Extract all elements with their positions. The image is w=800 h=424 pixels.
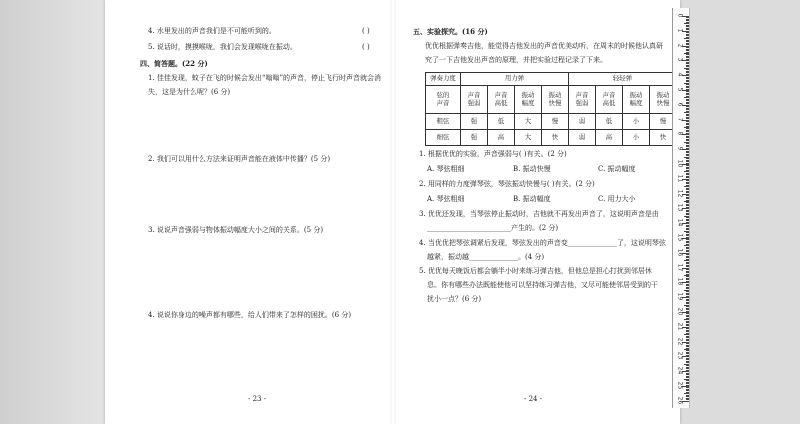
table-cell: 弱 — [569, 130, 596, 146]
ruler-number: 13 — [676, 204, 684, 212]
ruler-number: 25 — [676, 381, 684, 390]
ruler-number: 24 — [676, 366, 684, 375]
page-number-right: - 24 - — [524, 395, 543, 403]
table-subheader: 声音 强弱 — [461, 86, 488, 114]
table-row — [426, 114, 677, 130]
short-answer-3: 3. 说说声音强弱与物体振动幅度大小之间的关系。(5 分) — [148, 226, 324, 234]
table-header-strong: 用力弹 — [461, 73, 569, 86]
section-4-title: 四、简答题。(22 分) — [140, 59, 208, 68]
ruler-number: 16 — [676, 248, 684, 257]
ruler-number: 23 — [676, 352, 684, 360]
experiment-q3-line2: ________________________产生的。(2 分) — [427, 224, 559, 232]
answer-paren-4[interactable]: ( ) — [362, 27, 370, 35]
table-cell: 强 — [461, 130, 488, 146]
book-edge-shadow — [0, 0, 105, 424]
q2-option-b[interactable]: B. 振动幅度 — [513, 195, 551, 203]
ruler-number: 21 — [676, 322, 684, 331]
experiment-q4-line1: 4. 当优优把琴弦调紧后发现，琴弦发出的声音变______________了，这说明琴弦 — [419, 239, 666, 247]
answer-paren-5[interactable]: ( ) — [362, 43, 370, 51]
experiment-q5-line3: 扰小一点？(6 分) — [427, 295, 482, 303]
table-cell: 弱 — [569, 114, 596, 130]
table-cell: 高 — [596, 130, 623, 146]
ruler-number: 15 — [676, 233, 684, 242]
ruler-number: 7 — [676, 117, 684, 121]
book-fold — [390, 0, 396, 424]
table-header-string: 弦的 声音 — [426, 86, 461, 114]
table-header-row — [426, 73, 677, 86]
table-subheader: 声音 高低 — [596, 86, 623, 114]
row-label: 细弦 — [426, 130, 461, 146]
table-header-force: 弹奏力度 — [426, 73, 461, 86]
table-cell: 高 — [488, 130, 515, 146]
table-cell: 大 — [515, 130, 542, 146]
row-label: 粗弦 — [426, 114, 461, 130]
ruler-number: 17 — [676, 263, 684, 271]
experiment-q1: 1. 根据优优的实验，声音强弱与( )有关。(2 分) — [419, 150, 567, 158]
ruler-number: 11 — [676, 174, 684, 183]
q2-option-c[interactable]: C. 用力大小 — [598, 195, 636, 203]
ruler-number: 20 — [676, 307, 684, 316]
ruler-number: 19 — [676, 292, 684, 301]
experiment-q5-line1: 5. 优优每天晚饭后都会躺半小时来练习弹吉他，但他总是担心打扰到邻居休 — [419, 267, 652, 275]
table-cell: 大 — [515, 114, 542, 130]
q1-option-b[interactable]: B. 振动快慢 — [513, 165, 551, 173]
experiment-q5-line2: 息。你有哪些办法既能使他可以坚持练习弹吉他，又尽可能使邻居受到的干 — [427, 281, 658, 289]
short-answer-1-line1: 1. 佳佳发现，蚊子在飞的时候会发出“嗡嗡”的声音，停止飞行时声音就会消 — [148, 74, 382, 82]
table-cell: 小 — [623, 130, 650, 146]
page-number-left: - 23 - — [248, 395, 267, 403]
ruler-number: 14 — [676, 218, 684, 227]
table-subheader: 声音 高低 — [488, 86, 515, 114]
ruler-number: 5 — [676, 87, 684, 92]
table-cell: 强 — [461, 114, 488, 130]
table-cell: 低 — [596, 114, 623, 130]
table-cell: 快 — [650, 130, 677, 146]
table-row — [426, 130, 677, 146]
q1-option-c[interactable]: C. 振动幅度 — [598, 165, 636, 173]
experiment-q4-line2: 越紧，振动越______________。(4 分) — [427, 253, 545, 261]
q2-option-a[interactable]: A. 琴弦粗细 — [427, 195, 465, 203]
table-cell: 慢 — [650, 114, 677, 130]
ruler-number: 3 — [676, 57, 684, 62]
ruler-number: 9 — [676, 146, 684, 151]
ruler-number: 12 — [676, 189, 684, 197]
q1-option-a[interactable]: A. 琴弦粗细 — [427, 165, 465, 173]
experiment-intro-line1: 优优根据弹奏吉他，能觉得吉他发出的声音优美动听，在周末的时候他认真研 — [425, 42, 663, 50]
true-false-item-5: 5. 说话时，摸摸喉咙，我们会发现喉咙在振动。 — [148, 43, 297, 51]
table-subheader: 振动 幅度 — [623, 86, 650, 114]
section-5-title: 五、实验探究。(16 分) — [413, 27, 488, 36]
ruler-number: 10 — [676, 159, 684, 168]
ruler-number: 6 — [676, 102, 684, 107]
short-answer-2: 2. 我们可以用什么方法来证明声音能在液体中传播？(5 分) — [148, 155, 331, 163]
ruler-number: 26 — [676, 396, 684, 405]
ruler-number: 18 — [676, 278, 684, 286]
ruler-number: 22 — [676, 337, 684, 345]
short-answer-1-line2: 失，这是为什么呢？(6 分) — [148, 88, 231, 96]
ruler-number: 2 — [676, 43, 684, 47]
table-subheader: 振动 幅度 — [515, 86, 542, 114]
ruler-number: 4 — [676, 72, 684, 77]
ruler[interactable] — [672, 8, 690, 408]
table-cell: 快 — [542, 130, 569, 146]
ruler-number: 8 — [676, 131, 684, 136]
ruler-number: 1 — [676, 28, 684, 33]
experiment-table — [425, 72, 677, 146]
experiment-q3-line1: 3. 优优还发现，当琴弦停止振动时，吉他就不再发出声音了，这说明声音是由 — [419, 210, 659, 218]
table-cell: 小 — [623, 114, 650, 130]
table-header-light: 轻轻弹 — [569, 73, 677, 86]
experiment-intro-line2: 究了一下吉他发出声音的原理，并把实验过程记录了下来。 — [425, 56, 607, 64]
table-subheader: 振动 快慢 — [650, 86, 677, 114]
table-subheader: 声音 强弱 — [569, 86, 596, 114]
table-cell: 慢 — [542, 114, 569, 130]
table-cell: 低 — [488, 114, 515, 130]
table-subheader-row — [426, 86, 677, 114]
true-false-item-4: 4. 水里发出的声音我们是不可能听到的。 — [148, 27, 276, 35]
short-answer-4: 4. 说说你身边的噪声都有哪些，给人们带来了怎样的困扰。(6 分) — [148, 311, 352, 319]
experiment-q2: 2. 用同样的力度弹琴弦，琴弦振动快慢与( )有关。(2 分) — [419, 180, 595, 188]
table-subheader: 振动 快慢 — [542, 86, 569, 114]
ruler-number: 0 — [676, 13, 684, 18]
